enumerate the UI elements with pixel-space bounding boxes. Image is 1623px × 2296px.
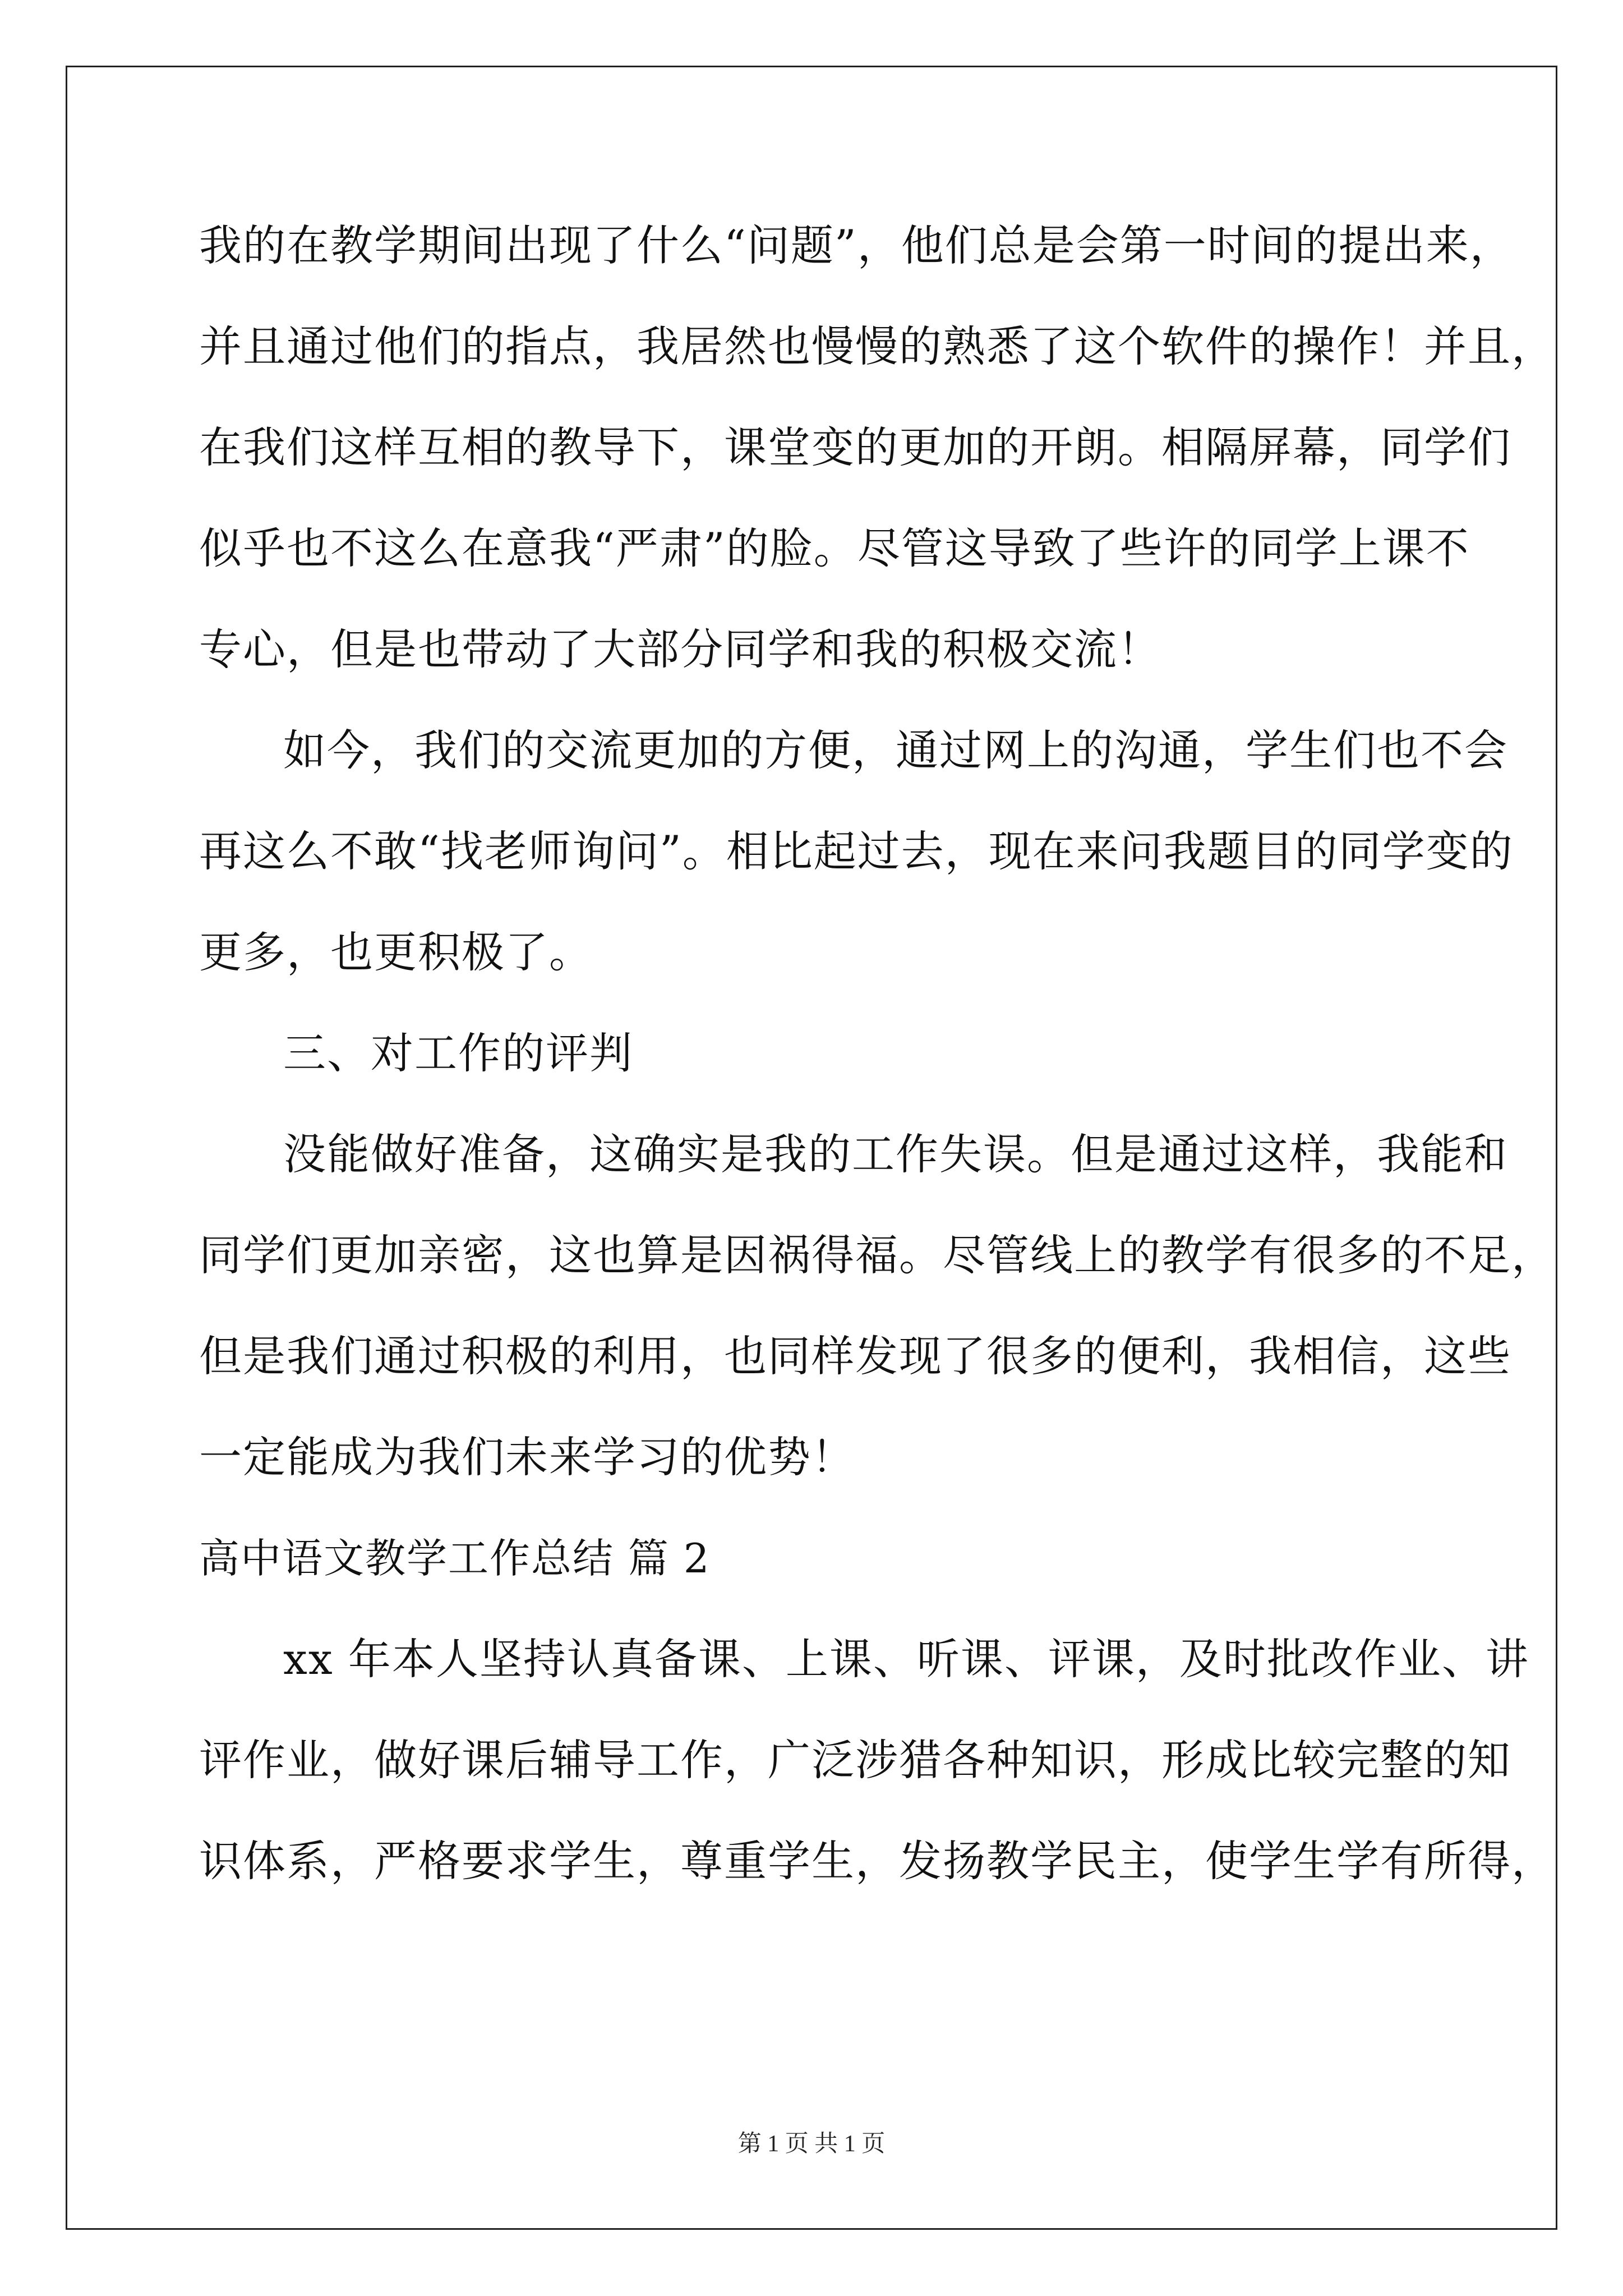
text-line: 更多，也更积极了。 bbox=[199, 927, 593, 977]
text-line: 再这么不敢“找老师询问”。相比起过去，现在来问我题目的同学变的 bbox=[199, 826, 1514, 876]
text-line: 专心，但是也带动了大部分同学和我的积极交流！ bbox=[199, 624, 1161, 674]
text-line: 同学们更加亲密，这也算是因祸得福。尽管线上的教学有很多的不足， bbox=[199, 1230, 1555, 1280]
text-line: 识体系，严格要求学生，尊重学生，发扬教学民主，使学生学有所得， bbox=[199, 1836, 1555, 1886]
text-line: 我的在教学期间出现了什么“问题”，他们总是会第一时间的提出来， bbox=[199, 220, 1514, 270]
text-line: 似乎也不这么在意我“严肃”的脸。尽管这导致了些许的同学上课不 bbox=[199, 523, 1470, 573]
section-heading: 三、对工作的评判 bbox=[283, 1028, 633, 1078]
text-line: 但是我们通过积极的利用，也同样发现了很多的便利，我相信，这些 bbox=[199, 1331, 1511, 1381]
text-line: 一定能成为我们未来学习的优势！ bbox=[199, 1432, 855, 1482]
paragraph-start-line: 没能做好准备，这确实是我的工作失误。但是通过这样，我能和 bbox=[283, 1129, 1508, 1179]
paragraph-start-line: xx 年本人坚持认真备课、上课、听课、评课，及时批改作业、讲 bbox=[283, 1634, 1529, 1684]
document-body bbox=[199, 212, 1555, 1929]
text-line: 评作业，做好课后辅导工作，广泛涉猎各种知识，形成比较完整的知 bbox=[199, 1735, 1511, 1785]
text-line: 在我们这样互相的教导下，课堂变的更加的开朗。相隔屏幕，同学们 bbox=[199, 422, 1511, 472]
page-footer: 第 1 页 共 1 页 bbox=[737, 2131, 886, 2157]
paragraph-start-line: 如今，我们的交流更加的方便，通过网上的沟通，学生们也不会 bbox=[283, 725, 1508, 775]
text-line: 并且通过他们的指点，我居然也慢慢的熟悉了这个软件的操作！并且， bbox=[199, 321, 1555, 371]
article-title: 高中语文教学工作总结 篇 2 bbox=[199, 1535, 711, 1582]
